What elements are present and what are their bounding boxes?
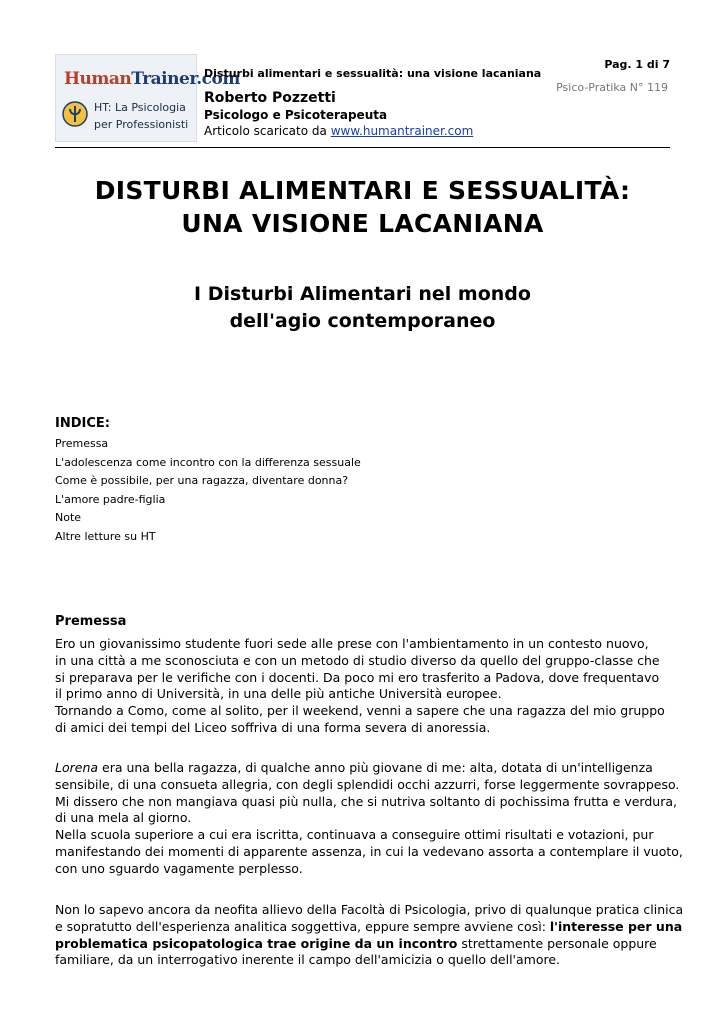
paragraph-2: Lorena era una bella ragazza, di qualche anno più giovane di me: alta, dotata di un'intelligenza sensibile, di una consueta allegria, con degli splendidi occhi azzurri, forse leggermente sovrappeso. Mi dissero che non mangiava quasi più nulla, che si nutriva soltanto di pochissima frutta e verdura, di una mela al giorno. Nella scuola superiore a cui era iscritta, continuava a conseguire ottimi risultati e votazioni, pur manifestando dei momenti di apparente assenza, in cui la vedevano assorta a contemplare il vuoto, con uno sguardo vagamente perplesso.	[55, 760, 683, 876]
author-name: Roberto Pozzetti	[204, 90, 336, 106]
document-subtitle: I Disturbi Alimentari nel mondo dell'agio contemporaneo	[194, 283, 531, 332]
author-role: Psicologo e Psicoterapeuta	[204, 108, 388, 122]
series-number: Psico-Pratika N° 119	[556, 81, 668, 94]
index-item-amore-padre-figlia[interactable]: L'amore padre-figlia	[55, 492, 166, 506]
page-header	[55, 54, 670, 146]
psi-emblem-icon	[62, 101, 88, 127]
logo-tagline: HT: La Psicologia per Professionisti	[94, 101, 189, 131]
index-item-diventare-donna[interactable]: Come è possibile, per una ragazza, diventare donna?	[55, 474, 349, 487]
article-header-title: Disturbi alimentari e sessualità: una visione lacaniana	[204, 67, 542, 80]
index-item-note[interactable]: Note	[55, 511, 82, 524]
paragraph-1: Ero un giovanissimo studente fuori sede alle prese con l'ambientamento in un contesto nuovo, in una città a me sconosciuta e con un metodo di studio diverso da quello del gruppo-classe che si preparava per le verifiche con i docenti. Da poco mi ero trasferito a Padova, dove frequentavo il primo anno di Università, in una delle più antiche Università europee. Tornando a Como, come al solito, per il weekend, venni a sapere che una ragazza del mio gruppo di amici dei tempi del Liceo soffriva di una forma severa di anoressia.	[55, 636, 665, 735]
download-note: Articolo scaricato da www.humantrainer.com	[204, 124, 474, 138]
page-number: Pag. 1 di 7	[604, 58, 670, 71]
humantrainer-link[interactable]: www.humantrainer.com	[330, 124, 474, 138]
index-item-adolescenza[interactable]: L'adolescenza come incontro con la differenza sessuale	[55, 455, 361, 469]
index-heading: INDICE:	[55, 416, 110, 431]
name-lorena: Lorena	[55, 760, 99, 775]
index-item-altre-letture[interactable]: Altre letture su HT	[55, 529, 156, 543]
index-list	[55, 435, 361, 546]
paragraph-3: Non lo sapevo ancora da neofita allievo della Facoltà di Psicologia, privo di qualunque pratica clinica e sopratutto dell'esperienza analitica soggettiva, eppure sempre avviene così: l'interesse per una problematica psicopatologica trae origine da un incontro strettamente personale oppure familiare, da un interrogativo inerente il campo dell'amicizia o quello dell'amore.	[55, 902, 684, 968]
header-divider	[55, 147, 670, 148]
document-title: DISTURBI ALIMENTARI E SESSUALITÀ: UNA VISIONE LACANIANA	[94, 176, 631, 238]
logo-wordmark: HumanTrainer.com	[64, 69, 240, 89]
index-item-premessa[interactable]: Premessa	[55, 437, 109, 450]
humantrainer-logo[interactable]	[55, 54, 240, 142]
section-heading: Premessa	[55, 614, 127, 629]
